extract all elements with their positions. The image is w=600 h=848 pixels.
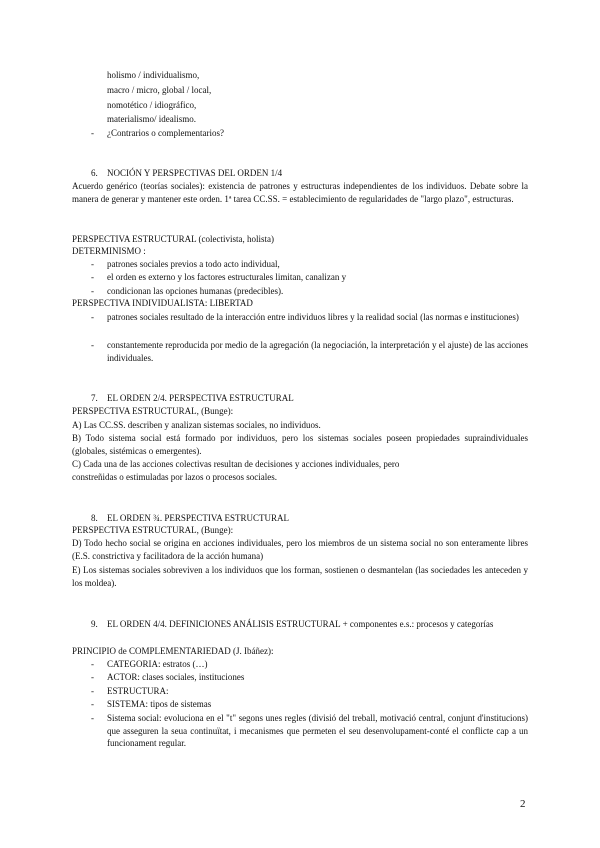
- list-item: patrones sociales previos a todo acto individual,: [107, 259, 280, 269]
- section-title: NOCIÓN Y PERSPECTIVAS DEL ORDEN 1/4: [107, 168, 283, 178]
- list-item: ESTRUCTURA:: [107, 686, 169, 696]
- section-number: 8.: [91, 513, 98, 523]
- section-title: EL ORDEN 2/4. PERSPECTIVA ESTRUCTURAL: [107, 393, 294, 403]
- list-line: holismo / individualismo,: [107, 70, 200, 80]
- bullet: -: [91, 699, 94, 709]
- section-number: 7.: [91, 393, 98, 403]
- section-number: 9.: [91, 619, 98, 629]
- bullet: -: [91, 286, 94, 296]
- page-number: 2: [520, 798, 526, 810]
- question-line: ¿Contrarios o complementarios?: [107, 128, 224, 138]
- paragraph: constreñidas o estimuladas por lazos o procesos sociales.: [72, 472, 277, 482]
- paragraph: B) Todo sistema social está formado por individuos, pero los sistemas sociales poseen propiedades supraindividuales (globales, sistémicas o emergentes).: [72, 433, 528, 456]
- list-line: macro / micro, global / local,: [107, 85, 212, 95]
- bullet: -: [91, 312, 94, 322]
- bullet: -: [91, 128, 94, 138]
- paragraph: C) Cada una de las acciones colectivas resultan de decisiones y acciones individuales, pero: [72, 459, 400, 469]
- paragraph: E) Los sistemas sociales sobreviven a los individuos que los forman, sostienen o desmantelan (las sociedades les anteceden y los moldea).: [72, 565, 528, 588]
- list-item: CATEGORIA: estratos (…): [107, 659, 208, 669]
- subheading: PRINCIPIO de COMPLEMENTARIEDAD (J. Ibáñez):: [72, 646, 274, 656]
- bullet: -: [91, 340, 94, 350]
- bullet: -: [91, 713, 94, 723]
- list-item: constantemente reproducida por medio de la agregación (la negociación, la interpretación y el ajuste) de las acciones individuales.: [107, 340, 528, 363]
- subheading: PERSPECTIVA INDIVIDUALISTA: LIBERTAD: [72, 298, 253, 308]
- subheading: PERSPECTIVA ESTRUCTURAL, (Bunge):: [72, 406, 234, 416]
- subheading: PERSPECTIVA ESTRUCTURAL, (Bunge):: [72, 525, 234, 535]
- list-item: Sistema social: evoluciona en el "t" segons unes regles (divisió del treball, motivació central, conjunt d'institucions) que asseguren la seua continuïtat, i mecanismes que permeten el seu desenvolupament-conté el conflicte cap a un funcionament regular.: [107, 713, 528, 748]
- list-item: ACTOR: clases sociales, instituciones: [107, 672, 245, 682]
- paragraph: D) Todo hecho social se origina en acciones individuales, pero los miembros de un sistema social no son enteramente libres (E.S. constrictiva y facilitadora de la acción humana): [72, 538, 528, 561]
- list-item: SISTEMA: tipos de sistemas: [107, 699, 212, 709]
- section-number: 6.: [91, 168, 98, 178]
- list-line: nomotético / idiográfico,: [107, 100, 197, 110]
- paragraph: A) Las CC.SS. describen y analizan sistemas sociales, no individuos.: [72, 420, 321, 430]
- list-item: el orden es externo y los factores estructurales limitan, canalizan y: [107, 272, 347, 282]
- list-item: patrones sociales resultado de la interacción entre individuos libres y la realidad social (las normas e instituciones): [107, 312, 519, 322]
- list-item: condicionan las opciones humanas (predecibles).: [107, 286, 284, 296]
- section-title: EL ORDEN 4/4. DEFINICIONES ANÁLISIS ESTRUCTURAL + componentes e.s.: procesos y categorías: [107, 619, 494, 629]
- list-line: materialismo/ idealismo.: [107, 114, 196, 124]
- paragraph: Acuerdo genérico (teorías sociales): existencia de patrones y estructuras independientes de los individuos. Debate sobre la manera de generar y mantener este orden. 1ª tarea CC.SS. = establecimiento de regularidades de "largo plazo", estructuras.: [72, 181, 528, 204]
- bullet: -: [91, 686, 94, 696]
- bullet: -: [91, 659, 94, 669]
- bullet: -: [91, 272, 94, 282]
- section-title: EL ORDEN ¾. PERSPECTIVA ESTRUCTURAL: [107, 513, 290, 523]
- subheading: PERSPECTIVA ESTRUCTURAL (colectivista, holista): [72, 234, 274, 244]
- subheading: DETERMINISMO :: [72, 246, 146, 256]
- bullet: -: [91, 672, 94, 682]
- bullet: -: [91, 259, 94, 269]
